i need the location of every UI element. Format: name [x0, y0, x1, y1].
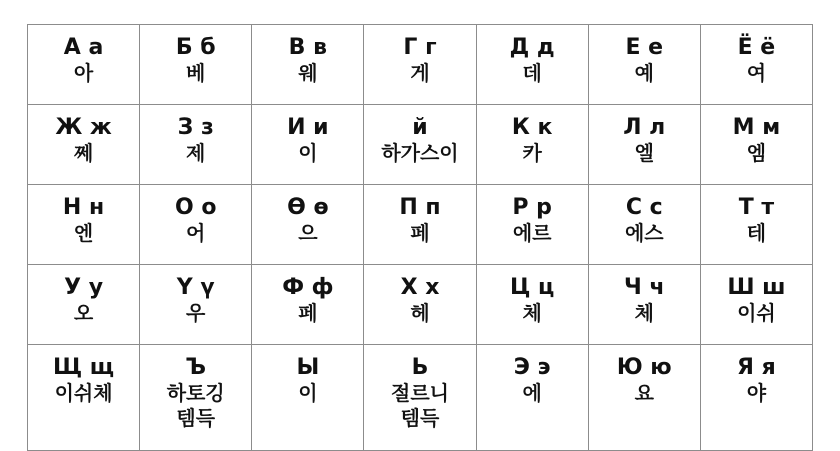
korean-pronunciation: 엠: [746, 141, 767, 165]
table-cell: [476, 345, 588, 451]
cyrillic-letter: й: [412, 115, 428, 140]
korean-pronunciation: 페: [298, 301, 318, 325]
cyrillic-letter: Ё ё: [737, 35, 776, 60]
korean-pronunciation: 에: [522, 381, 542, 405]
table-cell: [252, 25, 364, 105]
cyrillic-letter: С с: [625, 195, 663, 220]
korean-pronunciation: 으: [298, 221, 318, 245]
table-cell: [364, 105, 476, 185]
cyrillic-letter: Е е: [625, 35, 664, 60]
table-cell: [28, 345, 140, 451]
korean-pronunciation: 제: [186, 141, 206, 165]
table-cell: [252, 265, 364, 345]
korean-pronunciation: 예: [634, 61, 654, 85]
table-cell: [476, 105, 588, 185]
cyrillic-letter: Щ щ: [52, 355, 115, 380]
cyrillic-letter: Д д: [509, 35, 555, 60]
korean-pronunciation: 하가스이: [381, 141, 459, 165]
cyrillic-letter: Х х: [400, 275, 440, 300]
korean-pronunciation: 에스: [624, 221, 664, 245]
cyrillic-letter: Б б: [175, 35, 216, 60]
cyrillic-letter: Ө ө: [287, 195, 329, 220]
cyrillic-letter: А а: [63, 35, 104, 60]
korean-pronunciation: 에르: [512, 221, 552, 245]
table-cell: [364, 185, 476, 265]
cyrillic-letter: В в: [288, 35, 328, 60]
cyrillic-letter: З з: [177, 115, 214, 140]
korean-pronunciation: 체: [522, 301, 542, 325]
table-row: [28, 25, 813, 105]
korean-pronunciation: 이: [298, 381, 318, 405]
table-cell: [252, 185, 364, 265]
korean-pronunciation: 데: [522, 61, 542, 85]
table-cell: [28, 265, 140, 345]
table-cell: [588, 265, 700, 345]
cyrillic-letter: У у: [64, 275, 104, 300]
table-cell: [476, 25, 588, 105]
table-row: [28, 105, 813, 185]
cyrillic-letter: Ш ш: [727, 275, 786, 300]
korean-pronunciation: 여: [746, 61, 767, 85]
table-cell: [140, 105, 252, 185]
korean-pronunciation: 엘: [634, 141, 654, 165]
cyrillic-letter: Р р: [512, 195, 552, 220]
korean-pronunciation: 테: [746, 221, 767, 245]
cyrillic-letter: Ү ү: [176, 275, 215, 300]
korean-pronunciation: 어: [186, 221, 206, 245]
cyrillic-letter: Ч ч: [624, 275, 665, 300]
table-cell: [364, 25, 476, 105]
table-cell: [140, 25, 252, 105]
korean-pronunciation: 절르니 템득: [391, 381, 449, 430]
table-cell: [476, 265, 588, 345]
table-cell: [588, 345, 700, 451]
cyrillic-letter: Ы: [296, 355, 320, 380]
table-cell: [588, 25, 700, 105]
korean-pronunciation: 게: [410, 61, 430, 85]
table-row: [28, 265, 813, 345]
korean-pronunciation: 헤: [410, 301, 430, 325]
table-cell: [140, 345, 252, 451]
table-cell: [700, 105, 812, 185]
cyrillic-letter: К к: [511, 115, 553, 140]
table-row: [28, 345, 813, 451]
table-cell: [700, 185, 812, 265]
korean-pronunciation: 카: [522, 141, 542, 165]
table-cell: [588, 185, 700, 265]
table-cell: [28, 25, 140, 105]
table-cell: [476, 185, 588, 265]
cyrillic-letter: О о: [174, 195, 217, 220]
table-row: [28, 185, 813, 265]
table-cell: [700, 265, 812, 345]
cyrillic-letter: Г г: [403, 35, 437, 60]
cyrillic-letter: Э э: [513, 355, 551, 380]
korean-pronunciation: 오: [73, 301, 94, 325]
table-cell: [140, 265, 252, 345]
korean-pronunciation: 우: [186, 301, 206, 325]
cyrillic-letter: И и: [287, 115, 329, 140]
table-cell: [252, 105, 364, 185]
table-cell: [700, 345, 812, 451]
table-cell: [588, 105, 700, 185]
table-cell: [700, 25, 812, 105]
korean-pronunciation: 요: [634, 381, 654, 405]
korean-pronunciation: 체: [634, 301, 654, 325]
korean-pronunciation: 이: [298, 141, 318, 165]
cyrillic-letter: П п: [399, 195, 441, 220]
korean-pronunciation: 이쉬체: [54, 381, 113, 405]
table-cell: [28, 105, 140, 185]
cyrillic-letter: Ъ: [185, 355, 207, 380]
cyrillic-letter: Ц ц: [509, 275, 555, 300]
table-cell: [364, 265, 476, 345]
table-cell: [28, 185, 140, 265]
korean-pronunciation: 야: [746, 381, 767, 405]
cyrillic-letter: Ь: [411, 355, 429, 380]
cyrillic-letter: Т т: [738, 195, 775, 220]
alphabet-table: [27, 24, 813, 451]
cyrillic-letter: Ж ж: [55, 115, 112, 140]
cyrillic-letter: Ф ф: [282, 275, 334, 300]
korean-pronunciation: 이쉬: [737, 301, 776, 325]
korean-pronunciation: 페: [410, 221, 430, 245]
table-cell: [364, 345, 476, 451]
cyrillic-letter: М м: [732, 115, 781, 140]
cyrillic-letter: Л л: [623, 115, 666, 140]
korean-pronunciation: 쩨: [73, 141, 94, 165]
korean-pronunciation: 엔: [73, 221, 94, 245]
table-cell: [140, 185, 252, 265]
korean-pronunciation: 웨: [298, 61, 318, 85]
korean-pronunciation: 아: [73, 61, 94, 85]
korean-pronunciation: 베: [186, 61, 206, 85]
cyrillic-letter: Ю ю: [616, 355, 672, 380]
cyrillic-letter: Н н: [62, 195, 105, 220]
table-cell: [252, 345, 364, 451]
korean-pronunciation: 하토깅 템득: [166, 381, 225, 430]
cyrillic-letter: Я я: [737, 355, 776, 380]
